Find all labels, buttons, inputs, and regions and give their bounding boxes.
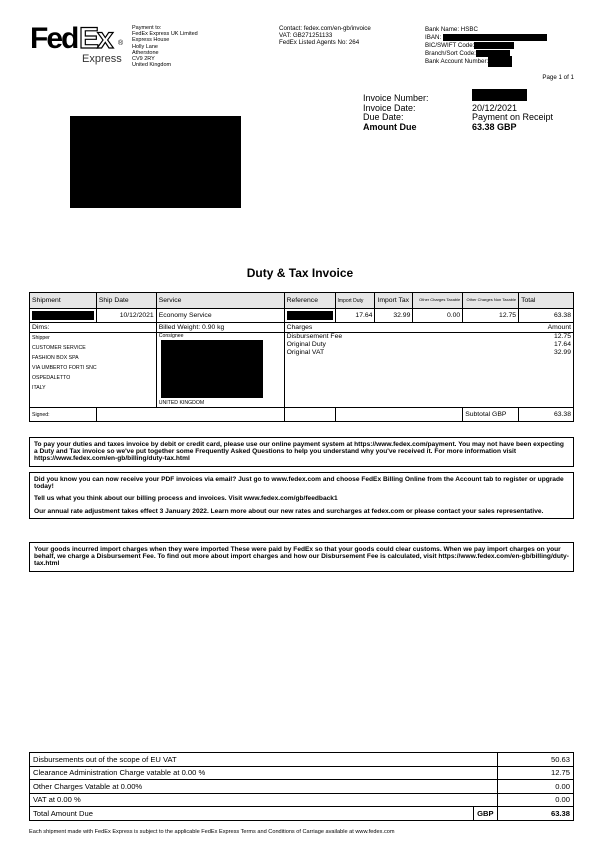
- table-row: Disbursements out of the scope of EU VAT 50.63: [30, 753, 574, 767]
- table-row: VAT at 0.00 % 0.00: [30, 793, 574, 807]
- payment-to-address: Payment to: FedEx Express UK Limited Express House Holly Lane Atherstone CV9 2RY United Kingdom: [132, 25, 198, 69]
- shipper-block: Shipper CUSTOMER SERVICE FASHION BOX SPA VIA UMBERTO FORTI SNC OSPEDALETTO ITALY: [30, 333, 157, 408]
- list-item: Original Duty 17.64: [286, 341, 571, 349]
- contact-info: Contact: fedex.com/en-gb/invoice VAT: GB271251133 FedEx Listed Agents No: 264: [279, 25, 371, 46]
- total-row: Total Amount Due GBP 63.38: [30, 807, 574, 821]
- invoice-info: Invoice Number: Invoice Date: 20/12/2021 Due Date: Payment on Receipt Amount Due 63.38 GBP: [363, 94, 553, 132]
- redaction: [474, 42, 514, 49]
- page-title: Duty & Tax Invoice: [246, 266, 354, 280]
- redacted-address: [70, 116, 241, 208]
- due-date: Payment on Receipt: [472, 112, 554, 123]
- import-notice: Your goods incurred import charges when they were imported These were paid by FedEx so that your goods could clear customs. When we pay import charges on your behalf, we charge a Disbursement Fee. To find out more about import charges and how our Disbursement Fee is calculated, visit https://www.fedex.com/en-gb/billing/duty-tax.html: [29, 542, 574, 572]
- table-row: Other Charges Vatable at 0.00% 0.00: [30, 780, 574, 794]
- account-row: Bank Account Number:: [425, 57, 555, 65]
- table-row: 10/12/2021 Economy Service 17.64 32.99 0.00 12.75 63.38: [30, 309, 574, 323]
- redaction: [32, 311, 94, 320]
- invoice-date: 20/12/2021: [472, 102, 518, 113]
- info-notice: Did you know you can now receive your PDF invoices via email? Just go to www.fedex.com and choose FedEx Billing Online from the Account tab to register or upgrade today! Tell us what you think about our billing process and invoices. Visit www.fedex.com/gb/feedback1 Our annual rate adjustment takes effect 3 January 2022. Learn more about our new rates and surcharges at fedex.com or please contact your sales representative.: [29, 472, 574, 519]
- redaction: [443, 34, 547, 41]
- redaction: [488, 56, 512, 67]
- amount-due: 63.38 GBP: [472, 121, 517, 132]
- bic-row: BIC/SWIFT Code:: [425, 41, 555, 49]
- payment-notice: To pay your duties and taxes invoice by debit or credit card, please use our online payment system at https://www.fedex.com/payment. You may not have been expecting a Duty and Tax invoice so we've put together some Frequently Asked Questions to help you understand why you've received it. For more information visit https://www.fedex.com/en-gb/billing/duty-tax.html: [29, 437, 574, 467]
- list-item: Disbursement Fee 12.75: [286, 333, 571, 340]
- footer-terms: Each shipment made with FedEx Express is subject to the applicable FedEx Express Terms and Conditions of Carriage available at www.fedex.com: [29, 829, 395, 835]
- bank-details: [425, 25, 555, 65]
- redaction: [161, 340, 263, 398]
- table-row: Clearance Administration Charge vatable at 0.00 % 12.75: [30, 766, 574, 780]
- bank-name: Bank Name: HSBC: [425, 25, 478, 33]
- charges-block: [284, 333, 573, 408]
- sort-row: Branch/Sort Code:: [425, 49, 555, 57]
- redaction: [472, 89, 527, 101]
- shipment-table: Shipment Ship Date Service Reference Import Duty Import Tax Other Charges Taxable Other Charges Non Taxable Total 10/12/2021 Economy Service 17.64 32.99 0.00 12.75 63.38 Dims: Billed Weight: 0.90 kg Charges Amount Shipper CUSTOMER SERVICE FASHION BOX SPA VIA UMBERTO FORTI SNC OSPEDALETTO ITALY Consignee UNITED KINGDOM Disbursement Fee 12.75 Original Duty 17.64 Original VAT 32.99 Signed: Subtotal GBP 63.38: [29, 292, 574, 422]
- total-amount: 63.38: [498, 807, 574, 821]
- redaction: [287, 311, 333, 320]
- list-item: Original VAT 32.99: [286, 349, 571, 357]
- table-header: Shipment Ship Date Service Reference Import Duty Import Tax Other Charges Taxable Other Charges Non Taxable Total: [30, 293, 574, 309]
- page-number: Page 1 of 1: [542, 74, 574, 81]
- consignee-block: Consignee UNITED KINGDOM: [156, 333, 284, 408]
- fedex-logo: Fed Ex ® Express: [30, 22, 124, 65]
- iban-row: IBAN:: [425, 33, 555, 41]
- summary-table: [29, 752, 574, 821]
